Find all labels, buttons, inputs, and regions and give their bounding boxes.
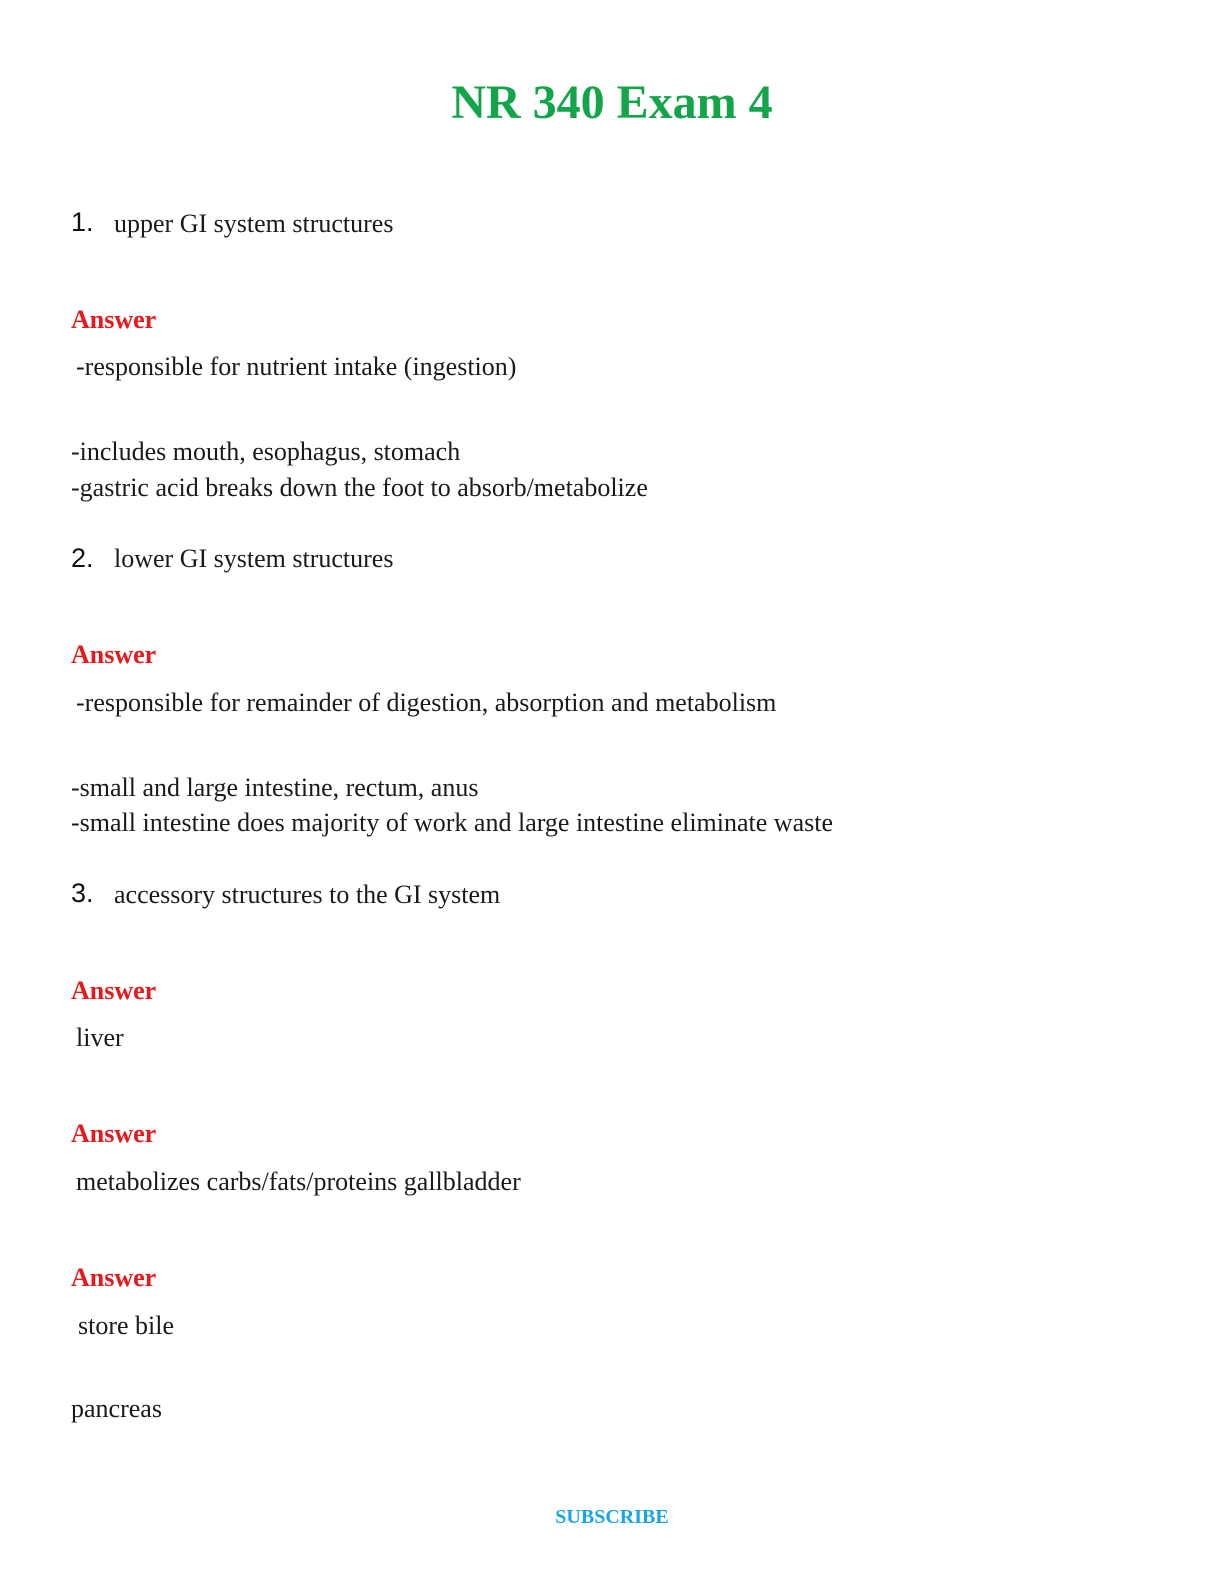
question-number: 1.: [71, 207, 94, 237]
answer-line: metabolizes carbs/fats/proteins gallbladder: [76, 1167, 521, 1196]
answer-line: -gastric acid breaks down the foot to absorb/metabolize: [71, 473, 648, 502]
answer-line: store bile: [78, 1311, 175, 1340]
answer-label: Answer: [71, 640, 157, 669]
answer-line: -includes mouth, esophagus, stomach: [71, 437, 461, 466]
question-text: accessory structures to the GI system: [114, 880, 501, 909]
question-text: lower GI system structures: [114, 544, 394, 573]
subscribe-link[interactable]: SUBSCRIBE: [555, 1506, 669, 1528]
answer-label: Answer: [71, 1263, 157, 1292]
answer-line: -small intestine does majority of work and large intestine eliminate waste: [71, 808, 833, 837]
answer-line: -responsible for nutrient intake (ingestion): [76, 352, 517, 381]
question-number: 3.: [71, 878, 94, 908]
question-text: upper GI system structures: [114, 209, 394, 238]
answer-line: -responsible for remainder of digestion, absorption and metabolism: [76, 688, 777, 717]
answer-line: liver: [76, 1023, 124, 1052]
page-title: NR 340 Exam 4: [451, 76, 773, 129]
answer-label: Answer: [71, 976, 157, 1005]
answer-line: -small and large intestine, rectum, anus: [71, 773, 479, 802]
question-number: 2.: [71, 543, 94, 573]
answer-line: pancreas: [71, 1394, 162, 1423]
answer-label: Answer: [71, 1119, 157, 1148]
answer-label: Answer: [71, 305, 157, 334]
